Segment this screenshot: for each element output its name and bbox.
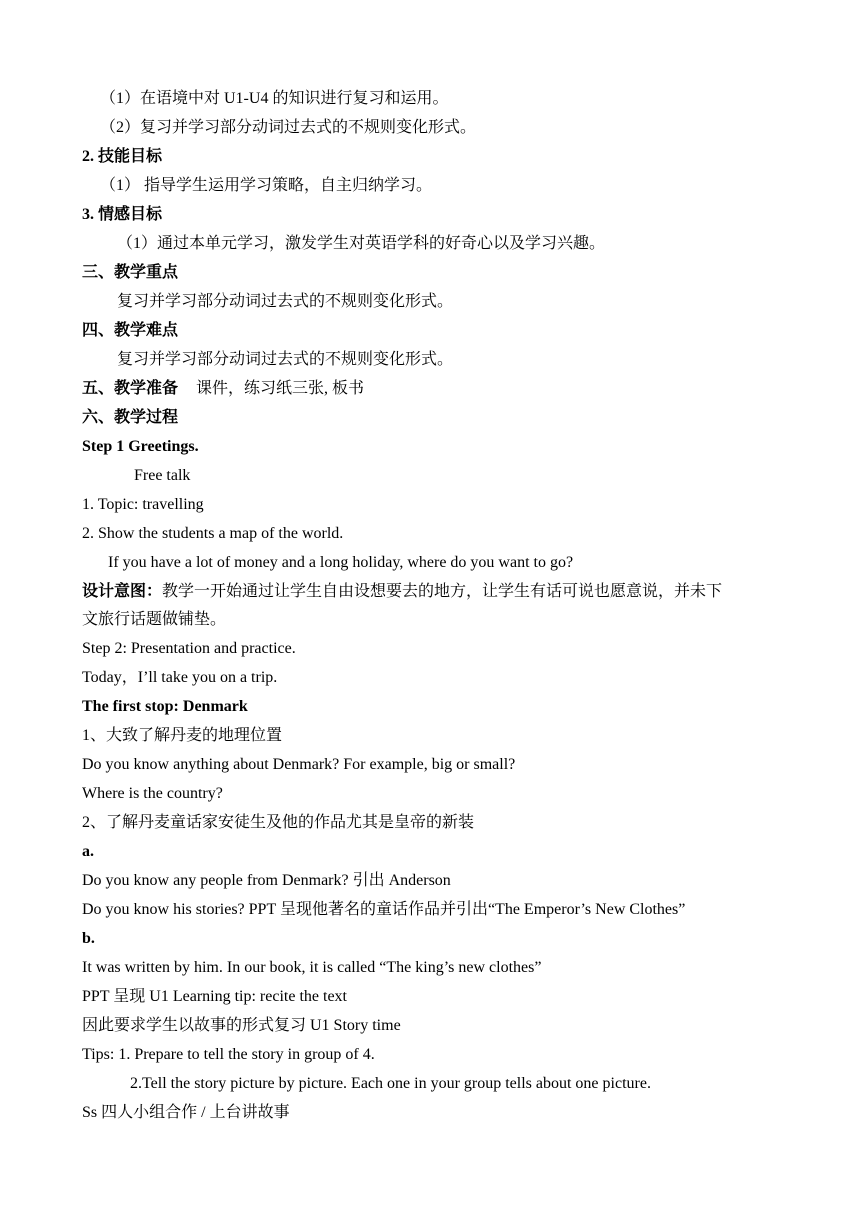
- heading-difficult-points: 四、教学难点: [82, 322, 179, 339]
- group-activity-line: Ss 四人小组合作 / 上台讲故事: [82, 1104, 290, 1121]
- objective-line-1: （1）在语境中对 U1-U4 的知识进行复习和运用。: [100, 90, 449, 107]
- tips-line-1: Tips: 1. Prepare to tell the story in group of 4.: [82, 1046, 375, 1063]
- difficult-points-text: 复习并学习部分动词过去式的不规则变化形式。: [117, 351, 454, 368]
- first-stop-heading: The first stop: Denmark: [82, 698, 248, 715]
- preparation-text: 课件，练习纸三张, 板书: [196, 380, 365, 397]
- emotion-goal-line: （1）通过本单元学习，激发学生对英语学科的好奇心以及学习兴趣。: [117, 235, 606, 252]
- heading-key-points: 三、教学重点: [82, 264, 179, 281]
- denmark-item-2: 2、了解丹麦童话家安徒生及他的作品尤其是皇帝的新装: [82, 814, 475, 831]
- heading-preparation: 五、教学准备: [82, 380, 179, 397]
- tips-line-2: 2.Tell the story picture by picture. Each one in your group tells about one picture.: [130, 1075, 651, 1092]
- step1-heading: Step 1 Greetings.: [82, 438, 199, 455]
- map-item: 2. Show the students a map of the world.: [82, 525, 344, 542]
- design-intent-label: 设计意图：: [82, 583, 163, 600]
- trip-intro: Today，I’ll take you on a trip.: [82, 669, 278, 686]
- free-talk-label: Free talk: [134, 467, 191, 484]
- stories-question: Do you know his stories? PPT 呈现他著名的童话作品并引出“The Emperor’s New Clothes”: [82, 901, 686, 918]
- heading-skill-goals: 2. 技能目标: [82, 148, 163, 165]
- preparation-line: [82, 379, 364, 399]
- story-review-line: 因此要求学生以故事的形式复习 U1 Story time: [82, 1017, 401, 1034]
- denmark-question-1: Do you know anything about Denmark? For example, big or small?: [82, 756, 516, 773]
- question-line: If you have a lot of money and a long holiday, where do you want to go?: [108, 554, 574, 571]
- design-intent-line: [82, 582, 722, 602]
- denmark-item-1: 1、大致了解丹麦的地理位置: [82, 727, 283, 744]
- book-title-line: It was written by him. In our book, it is called “The king’s new clothes”: [82, 959, 542, 976]
- skill-goal-line: （1） 指导学生运用学习策略，自主归纳学习。: [100, 177, 433, 194]
- heading-process: 六、教学过程: [82, 409, 179, 426]
- denmark-question-2: Where is the country?: [82, 785, 223, 802]
- objective-line-2: （2）复习并学习部分动词过去式的不规则变化形式。: [100, 119, 477, 136]
- sub-item-b: b.: [82, 930, 95, 947]
- key-points-text: 复习并学习部分动词过去式的不规则变化形式。: [117, 293, 454, 310]
- design-intent-continued: 文旅行话题做铺垫。: [82, 611, 227, 628]
- sub-item-a: a.: [82, 843, 94, 860]
- learning-tip-line: PPT 呈现 U1 Learning tip: recite the text: [82, 988, 347, 1005]
- topic-item: 1. Topic: travelling: [82, 496, 204, 513]
- step2-heading: Step 2: Presentation and practice.: [82, 640, 296, 657]
- heading-emotion-goals: 3. 情感目标: [82, 206, 163, 223]
- design-intent-text: 教学一开始通过让学生自由设想要去的地方，让学生有话可说也愿意说，并未下: [162, 583, 723, 600]
- anderson-question: Do you know any people from Denmark? 引出 Anderson: [82, 872, 451, 889]
